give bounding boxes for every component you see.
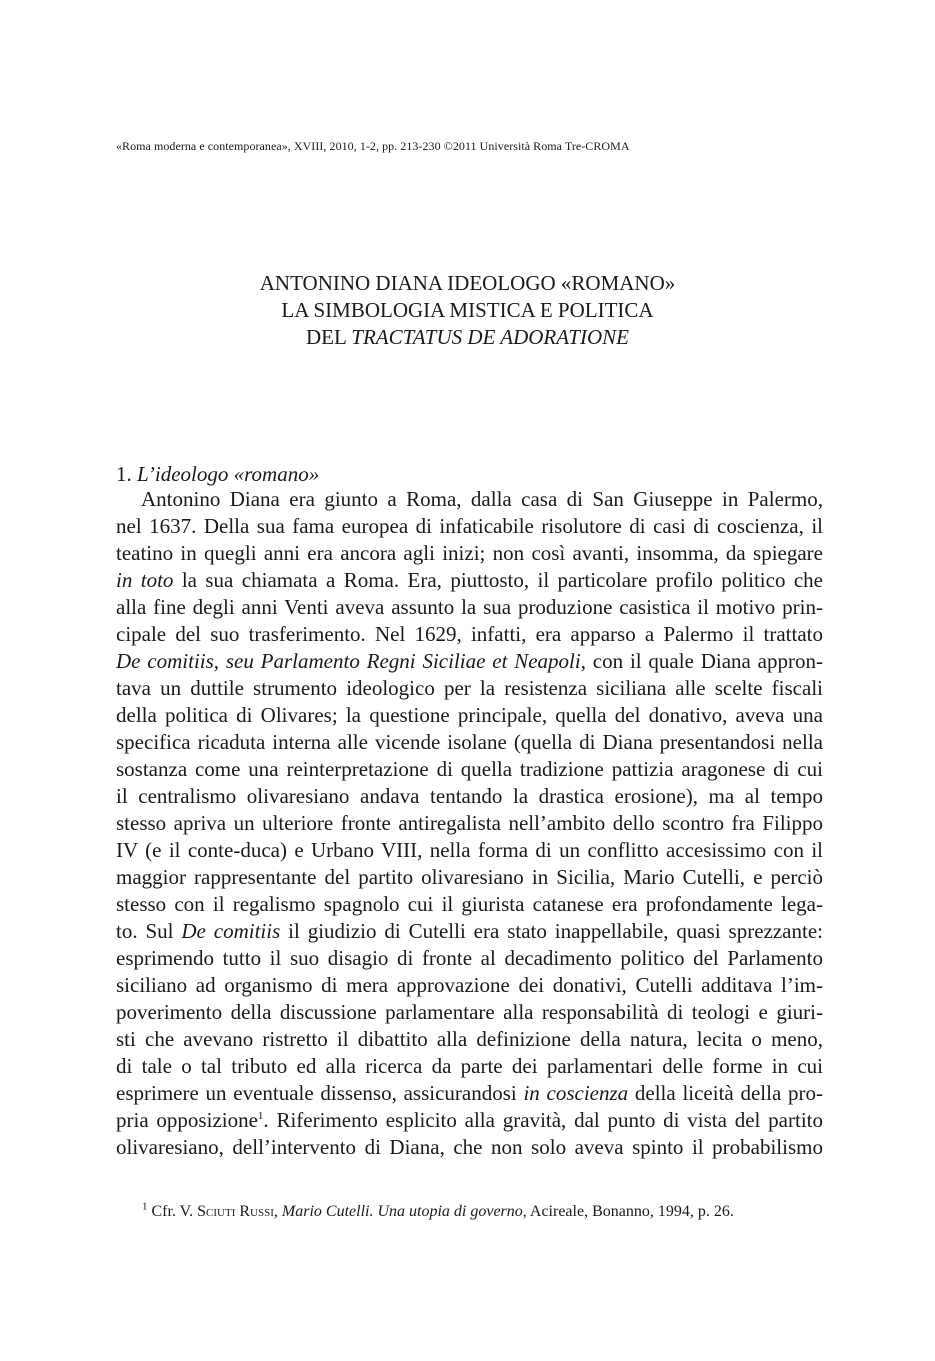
section-heading [116,462,319,487]
body-line [116,756,823,783]
line-rest: della liceità della pro- [628,1081,823,1105]
body-line [116,783,823,810]
running-head: «Roma moderna e contemporanea», XVIII, 2010, 1-2, pp. 213-230 ©2011 Università Roma Tre-CROMA [116,139,630,153]
footnote [142,1200,734,1221]
line-text [116,648,823,675]
body-line [116,837,823,864]
line-rest: il giudizio di Cutelli era stato inappellabile, quasi sprezzante: [280,919,823,943]
line-text: maggior rappresentante del partito olivaresiano in Sicilia, Mario Cutelli, e perciò [116,865,823,889]
line-text: sti che avevano ristretto il dibattito alla definizione della natura, lecita o meno, [116,1027,823,1051]
section-title: L’ideologo «romano» [137,462,320,486]
line-text: siciliano ad organismo di mera approvazione dei donativi, Cutelli additava l’im- [116,973,823,997]
line-start: to. Sul [116,919,182,943]
line-text: olivaresiano, dell’intervento di Diana, che non solo aveva spinto il probabilismo [116,1135,823,1159]
title-line-3-italic: TRACTATUS DE ADORATIONE [351,325,629,349]
footnote-text-a: Cfr. V. [147,1203,198,1220]
article-title [0,270,935,351]
footnote-author: Sciuti Russi [197,1203,274,1220]
body-line [116,1107,823,1134]
italic-phrase: in coscienza [523,1081,629,1105]
body-line [116,999,823,1026]
body-line [116,864,823,891]
footnote-text-c: , Acireale, Bonanno, 1994, p. 26. [522,1203,734,1220]
line-text [116,1107,823,1134]
body-line [116,702,823,729]
line-text: il centralismo olivaresiano andava tentando la drastica erosione), ma al tempo [116,784,823,808]
body-line [116,1080,823,1107]
footnote-text-b: , [273,1203,282,1220]
title-line-3-prefix: DEL [306,325,352,349]
line-text: specifica ricaduta interna alle vicende isolane (quella di Diana presentandosi nella [116,730,823,754]
line-start: pria opposizione [116,1108,258,1132]
body-line [116,675,823,702]
italic-title: De comitiis [181,919,281,943]
line-text: stesso apriva un ulteriore fronte antiregalista nell’ambito dello scontro fra Filippo [116,811,823,835]
line-text: Antonino Diana era giunto a Roma, dalla casa di San Giuseppe in Palermo, [141,487,823,511]
line-text: tava un duttile strumento ideologico per la resistenza siciliana alle scelte fiscali [116,676,823,700]
line-text: stesso con il regalismo spagnolo cui il giurista catanese era profondamente lega- [116,892,823,916]
body-line [116,648,823,675]
line-text: della politica di Olivares; la questione principale, quella del donativo, aveva una [116,703,823,727]
line-text [116,567,823,594]
line-rest: . Riferimento esplicito alla gravità, dal punto di vista del partito [263,1108,823,1132]
line-text: poverimento della discussione parlamentare alla responsabilità di teologi e giuri- [116,1000,823,1024]
line-text: di tale o tal tributo ed alla ricerca da parte dei parlamentari delle forme in cui [116,1054,823,1078]
line-text [116,1080,823,1107]
body-line [116,1134,823,1161]
line-text: esprimendo tutto il suo disagio di fronte al decadimento politico del Parlamento [116,946,823,970]
body-line [116,1026,823,1053]
title-line-1: ANTONINO DIANA IDEOLOGO «ROMANO» [259,271,676,295]
title-line-2: LA SIMBOLOGIA MISTICA E POLITICA [281,298,654,322]
section-number: 1. [116,462,137,486]
body-line [116,972,823,999]
line-text [116,918,823,945]
body-line [116,486,823,513]
line-text: nel 1637. Della sua fama europea di infaticabile risolutore di casi di coscienza, il [116,514,823,538]
body-line [116,621,823,648]
body-line [116,891,823,918]
body-line [116,540,823,567]
body-line [116,918,823,945]
italic-phrase: in toto [116,568,174,592]
body-line [116,513,823,540]
line-text: IV (e il conte-duca) e Urbano VIII, nella forma di un conflitto accesissimo con il [116,838,823,862]
body-text [116,486,823,1161]
body-line [116,729,823,756]
italic-title: De comitiis, seu Parlamento Regni Siciliae et Neapoli [116,649,581,673]
line-text: cipale del suo trasferimento. Nel 1629, infatti, era apparso a Palermo il trattato [116,622,823,646]
body-line [116,1053,823,1080]
body-line [116,810,823,837]
line-text: teatino in quegli anni era ancora agli inizi; non così avanti, insomma, da spiegare [116,541,823,565]
line-text: sostanza come una reinterpretazione di quella tradizione pattizia aragonese di cui [116,757,823,781]
line-rest: la sua chiamata a Roma. Era, piuttosto, il particolare profilo politico che [173,568,823,592]
line-rest: , con il quale Diana appron- [580,649,823,673]
line-text: alla fine degli anni Venti aveva assunto la sua produzione casistica il motivo prin- [116,595,823,619]
footnote-marker: 1 [142,1200,148,1213]
footnote-reference[interactable]: 1 [257,1110,264,1122]
body-line [116,594,823,621]
body-line [116,567,823,594]
title-line-3 [0,324,935,351]
line-start: esprimere un eventuale dissenso, assicurandosi [116,1081,524,1105]
footnote-book-title: Mario Cutelli. Una utopia di governo [281,1203,523,1220]
body-line [116,945,823,972]
